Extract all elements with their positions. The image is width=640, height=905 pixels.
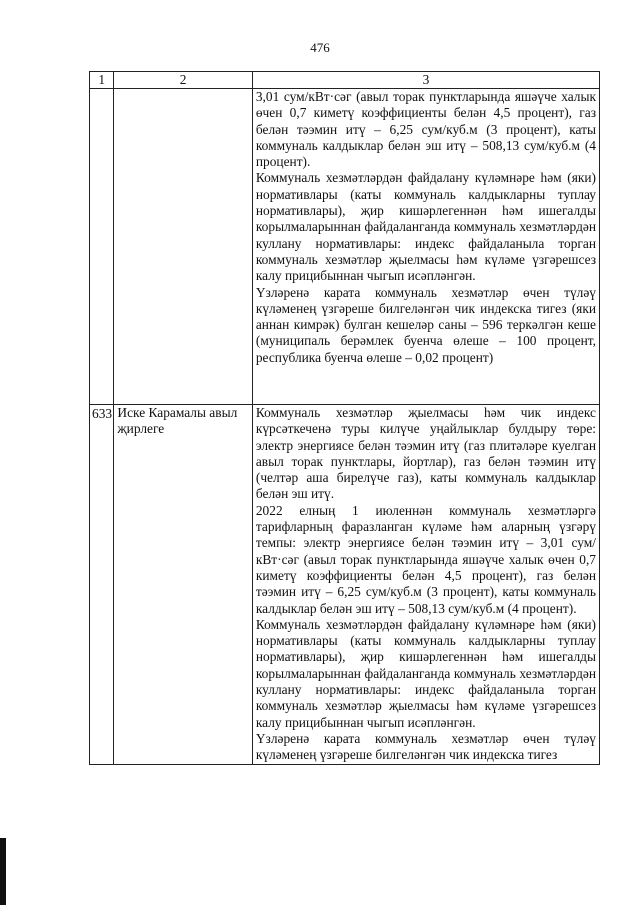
header-col-2: 2 [114, 72, 252, 89]
settlement-name: Иске Карамалы авыл җирлеге [114, 405, 252, 765]
paragraph: Коммуналь хезмәтләр җыелмасы һәм чик индекс күрсәткеченә туры килүче уңайлыклар булдыру төре: электр энергиясе белән тәэмин итү (газ плитәләре куелган авыл торак пунктлары, йортлар), газ белән тәэмин итү (челтәр аша бирелүче газ), каты коммуналь калдыклар белән эш итү. [255, 405, 596, 502]
description-cell [252, 405, 599, 765]
scan-edge-mark [0, 838, 6, 905]
document-table [89, 71, 600, 765]
paragraph: Коммуналь хезмәтләрдән файдалану күләмнәре һәм (яки) нормативлары (каты коммуналь калдыкларны туплау нормативлары), җир кишәрлегеннән һәм ишегалды корылмаларыннан файдаланганда коммуналь хезмәтләрдән куллану нормативлары: индекс файдаланыла торган коммуналь хезмәтләр җыелмасы һәм күләме үзгәрешсез калу прицибыннан чыгып исәпләнгән. [255, 170, 596, 284]
table-header-row [90, 72, 600, 89]
paragraph: Үзләренә карата коммуналь хезмәтләр өчен түләү күләменең үзгәреше билгеләнгән чик индекска тигез (яки аннан кимрәк) булган кешеләр саны – 596 теркәлгән кеше (муниципаль берәмлек буенча өлеше – 100 процент, республика буенча өлеше – 0,02 процент) [255, 284, 596, 365]
paragraph: Үзләренә карата коммуналь хезмәтләр өчен түләү күләменең үзгәреше билгеләнгән чик индекска тигез [255, 730, 596, 763]
page-number: 476 [310, 40, 330, 55]
description-cell [252, 89, 599, 405]
row-number: 633 [90, 405, 114, 765]
table-row [90, 89, 600, 405]
row-number [90, 89, 114, 405]
paragraph: Коммуналь хезмәтләрдән файдалану күләмнәре һәм (яки) нормативлары (каты коммуналь калдыкларны туплау нормативлары), җир кишәрлегеннән һәм ишегалды корылмаларыннан файдаланганда коммуналь хезмәтләрдән куллану нормативлары: индекс файдаланыла торган коммуналь хезмәтләр җыелмасы һәм күләме үзгәрешсез калу прицибыннан чыгып исәпләнгән. [255, 616, 596, 730]
settlement-name [114, 89, 252, 405]
paragraph: 3,01 сум/кВт·сәг (авыл торак пунктларында яшәүче халык өчен 0,7 киметү коэффициенты белән 4,5 процент), газ белән тәэмин итү – 6,25 сум/куб.м (3 процент), каты коммуналь калдыклар белән эш итү – 508,13 сум/куб.м (4 процент). [255, 89, 596, 170]
header-col-3: 3 [252, 72, 599, 89]
header-col-1: 1 [90, 72, 114, 89]
table-row [90, 405, 600, 765]
paragraph: 2022 елның 1 июленнән коммуналь хезмәтләргә тарифларның фаразланган күләме һәм аларның үзгәрү темпы: электр энергиясе белән тәэмин итү – 3,01 сум/кВт·сәг (авыл торак пунктларында яшәүче халык өчен 0,7 киметү коэффициенты белән 4,5 процент), газ белән тәэмин итү – 6,25 сум/куб.м (3 процент), каты коммуналь калдыклар белән эш итү – 508,13 сум/куб.м (4 процент). [255, 502, 596, 616]
